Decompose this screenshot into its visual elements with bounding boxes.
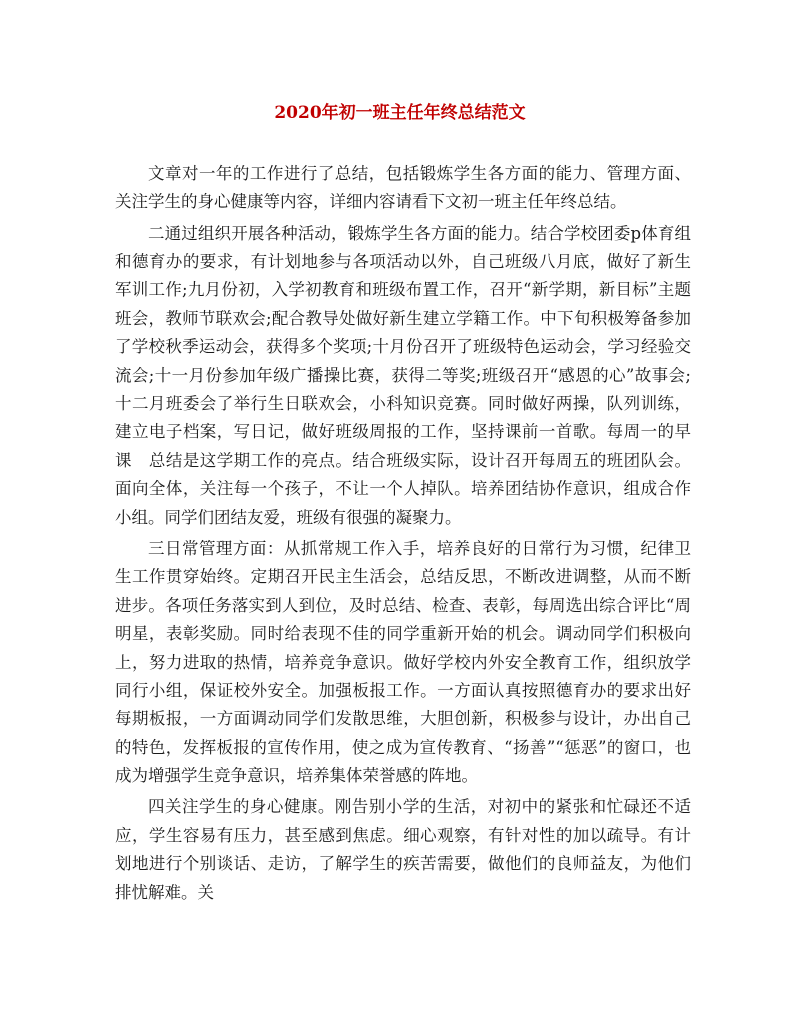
paragraph-daily-management: 三日常管理方面：从抓常规工作入手，培养良好的日常行为习惯，纪律卫生工作贯穿始终。定期召开民主生活会，总结反思，不断改进调整，从而不断进步。各项任务落实到人到位，及时总结、检查、表彰，每周选出综合评比“周明星，表彰奖励。同时给表现不佳的同学重新开始的机会。调动同学们积极向上，努力进取的热情，培养竞争意识。做好学校内外安全教育工作，组织放学同行小组，保证校外安全。加强板报工作。一方面认真按照德育办的要求出好每期板报，一方面调动同学们发散思维，大胆创新，积极参与设计，办出自己的特色，发挥板报的宣传作用，使之成为宣传教育、“扬善”“惩恶”的窗口，也成为增强学生竞争意识，培养集体荣誉感的阵地。 (115, 538, 691, 786)
paragraph-intro: 文章对一年的工作进行了总结，包括锻炼学生各方面的能力、管理方面、关注学生的身心健康等内容，详细内容请看下文初一班主任年终总结。 (115, 164, 691, 212)
paragraph-activities: 二通过组织开展各种活动，锻炼学生各方面的能力。结合学校团委p体育组和德育办的要求，有计划地参与各项活动以外，自己班级八月底，做好了新生军训工作;九月份初，入学初教育和班级布置工作，召开“新学期，新目标”主题班会，教师节联欢会;配合教导处做好新生建立学籍工作。中下旬积极筹备参加了学校秋季运动会，获得多个奖项;十月份召开了班级特色运动会，学习经验交流会;十一月份参加年级广播操比赛，获得二等奖;班级召开“感恩的心”故事会;十二月班委会了举行生日联欢会，小科知识竞赛。同时做好两操，队列训练，建立电子档案，写日记，做好班级周报的工作，坚持课前一首歌。每周一的早课 总结是这学期工作的亮点。结合班级实际，设计召开每周五的班团队会。面向全体，关注每一个孩子，不让一个人掉队。培养团结协作意识，组成合作小组。同学们团结友爱，班级有很强的凝聚力。 (115, 223, 691, 527)
paragraph-health: 四关注学生的身心健康。刚告别小学的生活，对初中的紧张和忙碌还不适应，学生容易有压力，甚至感到焦虑。细心观察，有针对性的加以疏导。有计划地进行个别谈话、走访，了解学生的疾苦需要，做他们的良师益友，为他们排忧解难。关 (115, 797, 691, 902)
document-body (115, 160, 691, 907)
document-title: 2020年初一班主任年终总结范文 (274, 103, 526, 123)
